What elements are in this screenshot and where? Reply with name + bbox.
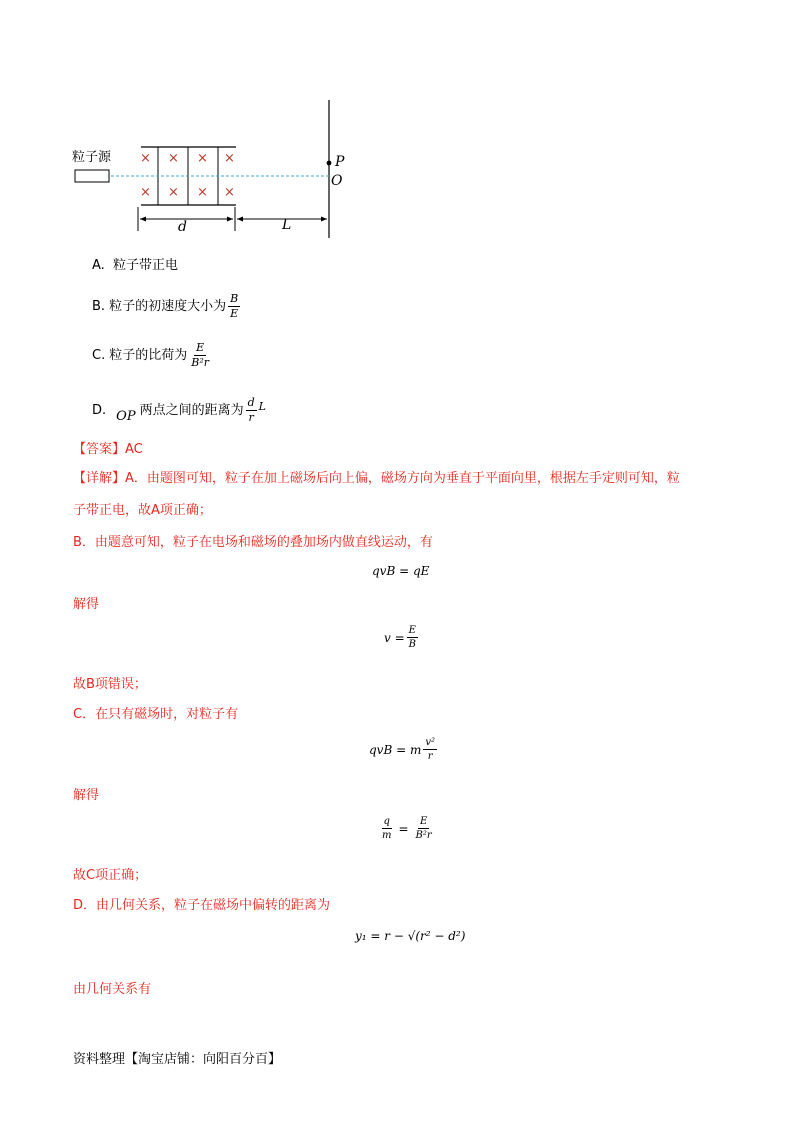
detail-b-intro: B．由题意可知，粒子在电场和磁场的叠加场内做直线运动，有: [73, 535, 433, 550]
particle-source-box: [75, 170, 109, 182]
equation-4-left-fraction: [380, 816, 393, 841]
d-arrow-right: [227, 217, 233, 222]
detail-b-conclusion: 故B项错误；: [73, 677, 147, 692]
answer-label: 【答案】: [73, 442, 126, 457]
option-b-text: 粒子的初速度大小为: [109, 298, 227, 314]
equation-4-right-fraction: [414, 816, 434, 841]
equation-5: y₁ = r − √(r² − d²): [355, 929, 466, 943]
equation-2-fraction: [407, 625, 418, 650]
source-label: 粒子源: [72, 150, 112, 165]
option-a: [92, 257, 178, 275]
equation-4: [378, 816, 436, 841]
equation-2-lhs: v =: [384, 630, 405, 645]
equation-3-fraction: [423, 737, 437, 762]
point-p-dot: [327, 161, 332, 166]
detail-line-2: 子带正电，故A项正确；: [73, 503, 212, 518]
point-o-label: O: [331, 173, 343, 189]
equation-4-left-denominator: m: [382, 830, 392, 841]
field-mark-icon: ×: [224, 151, 235, 166]
option-c-denominator: B²r: [191, 356, 209, 369]
physics-diagram: [60, 95, 360, 245]
option-b: [92, 293, 242, 320]
option-d-numerator: d: [247, 396, 255, 409]
detail-d-next: 由几何关系有: [73, 982, 152, 997]
option-d-tail: L: [258, 399, 266, 413]
footer-source: 资料整理【淘宝店铺：向阳百分百】: [73, 1052, 282, 1067]
equation-3-denominator: r: [427, 751, 433, 762]
width-d-label: d: [178, 219, 187, 235]
detail-solve-1: 解得: [73, 597, 100, 612]
equation-4-equals: =: [398, 821, 409, 836]
option-d-letter: D.: [92, 402, 107, 418]
equation-2-numerator: E: [408, 625, 416, 636]
detail-d-intro: D．由几何关系，粒子在磁场中偏转的距离为: [73, 898, 331, 913]
option-c: [92, 342, 213, 369]
option-a-text: 粒子带正电: [112, 258, 178, 273]
equation-4-right-numerator: E: [419, 816, 428, 827]
field-mark-icon: ×: [168, 151, 179, 166]
point-p-label: P: [335, 154, 345, 170]
option-a-letter: A.: [92, 258, 105, 273]
field-mark-icon: ×: [140, 185, 151, 200]
equation-4-left-numerator: q: [383, 816, 390, 827]
option-d: [92, 397, 266, 424]
option-d-denominator: r: [248, 411, 254, 424]
diagram-svg: [60, 95, 360, 245]
option-c-text: 粒子的比荷为: [109, 347, 188, 363]
detail-c-conclusion: 故C项正确；: [73, 868, 148, 883]
length-l-label: L: [282, 217, 292, 233]
equation-3: [369, 737, 439, 762]
option-b-denominator: E: [230, 307, 239, 320]
d-arrow-left: [140, 217, 146, 222]
l-arrow-left: [237, 217, 243, 222]
answer-line: [73, 441, 143, 459]
detail-solve-2: 解得: [73, 788, 100, 803]
field-mark-icon: ×: [197, 151, 208, 166]
option-c-fraction: [189, 342, 211, 369]
option-b-letter: B.: [92, 298, 106, 314]
option-d-text: 两点之间的距离为: [139, 402, 244, 418]
field-mark-icon: ×: [140, 151, 151, 166]
equation-2-denominator: B: [408, 639, 417, 650]
field-mark-icon: ×: [197, 185, 208, 200]
detail-line-1: [73, 470, 680, 488]
equation-1: qvB = qE: [372, 564, 430, 578]
l-arrow-right: [321, 217, 327, 222]
field-mark-icon: ×: [224, 185, 235, 200]
equation-2: [384, 625, 420, 650]
option-b-numerator: B: [230, 292, 239, 305]
option-d-op: OP: [116, 408, 136, 424]
detail-label: 【详解】: [73, 471, 126, 486]
option-d-fraction: [246, 397, 257, 424]
option-c-numerator: E: [196, 341, 205, 354]
option-c-letter: C.: [92, 347, 106, 363]
equation-3-lhs: qvB = m: [369, 742, 422, 757]
field-mark-icon: ×: [168, 185, 179, 200]
equation-3-numerator: v²: [425, 737, 436, 748]
answer-value: AC: [125, 442, 143, 457]
option-b-fraction: [228, 293, 240, 320]
equation-4-right-denominator: B²r: [415, 830, 432, 841]
detail-line1-text: A．由题图可知，粒子在加上磁场后向上偏，磁场方向为垂直于平面向里，根据左手定则可知，粒: [125, 471, 680, 486]
detail-c-intro: C．在只有磁场时，对粒子有: [73, 707, 239, 722]
